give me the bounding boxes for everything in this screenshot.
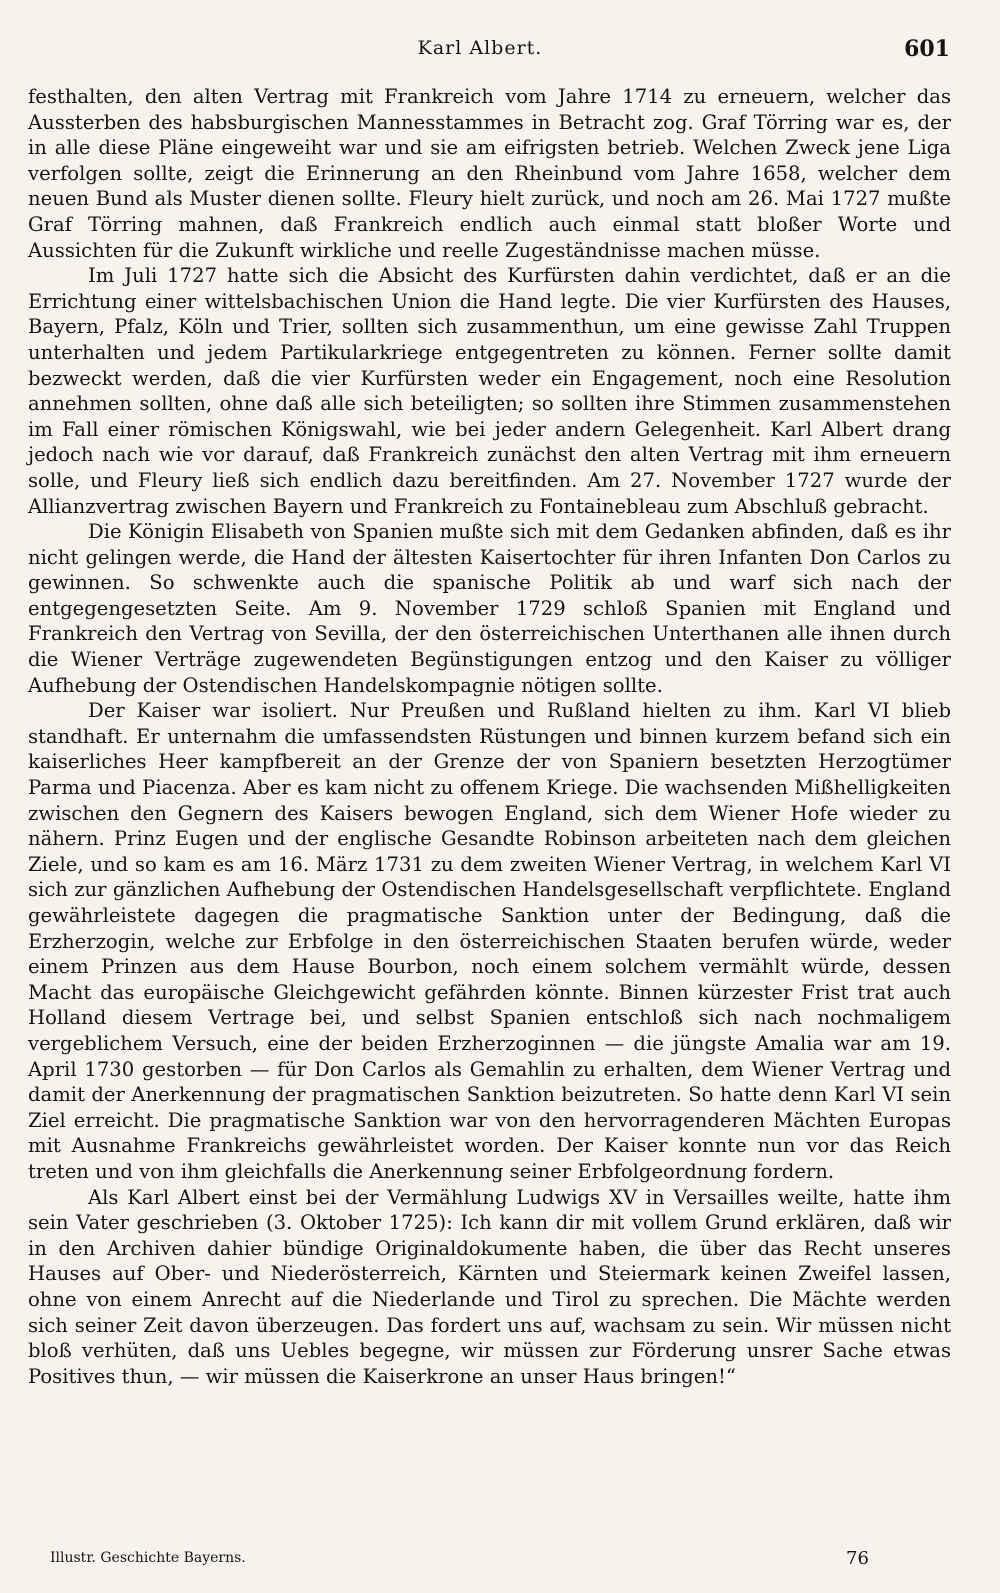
paragraph-4: Der Kaiser war isoliert. Nur Preußen und Rußland hielten zu ihm. Karl VI blieb standhaft. Er unternahm die umfassendsten Rüstungen und binnen kurzem befand sich ein kaiserliches Heer kampfbereit an der Grenze der von Spaniern besetzten Herzogtümer Parma und Piacenza. Aber es kam nicht zu offenem Kriege. Die wachsenden Mißhelligkeiten zwischen den Gegnern des Kaisers bewogen England, sich dem Wiener Hofe wieder zu nähern. Prinz Eugen und der englische Gesandte Robinson arbeiteten nach dem gleichen Ziele, und so kam es am 16. März 1731 zu dem zweiten Wiener Vertrag, in welchem Karl VI sich zur gänzlichen Aufhebung der Ostendischen Handelsgesellschaft verpflichtete. England gewährleistete dagegen die pragmatische Sanktion unter der Bedingung, daß die Erzherzogin, welche zur Erbfolge in den österreichischen Staaten berufen würde, weder einem Prinzen aus dem Hause Bourbon, noch einem solchem vermählt würde, dessen Macht das europäische Gleichgewicht gefährden könnte. Binnen kürzester Frist trat auch Holland diesem Vertrage bei, und selbst Spanien entschloß sich nach nochmaligem vergeblichem Versuch, eine der beiden Erzherzoginnen — die jüngste Amalia war am 19. April 1730 gestorben — für Don Carlos als Gemahlin zu erhalten, dem Wiener Vertrag und damit der Anerkennung der pragmatischen Sanktion beizutreten. So hatte denn Karl VI sein Ziel erreicht. Die pragmatische Sanktion war von den hervorragenderen Mächten Europas mit Ausnahme Frankreichs gewährleistet worden. Der Kaiser konnte nun vor das Reich treten und von ihm gleichfalls die Anerkennung seiner Erbfolgeordnung fordern. <box>28 699 951 1183</box>
running-title: Karl Albert. <box>417 37 543 59</box>
paragraph-1: festhalten, den alten Vertrag mit Frankreich vom Jahre 1714 zu erneuern, welcher das Aussterben des habsburgischen Mannesstammes in Betracht zog. Graf Törring war es, der in alle diese Pläne eingeweiht war und sie am eifrigsten betrieb. Welchen Zweck jene Liga verfolgen sollte, zeigt die Erinnerung an den Rheinbund vom Jahre 1658, welcher dem neuen Bund als Muster dienen sollte. Fleury hielt zurück, und noch am 26. Mai 1727 mußte Graf Törring mahnen, daß Frankreich endlich auch einmal statt bloßer Worte und Aussichten für die Zukunft wirkliche und reelle Zugeständnisse machen müsse. <box>28 85 951 262</box>
body-text <box>28 84 951 1389</box>
paragraph-3: Die Königin Elisabeth von Spanien mußte sich mit dem Gedanken abfinden, daß es ihr nicht gelingen werde, die Hand der ältesten Kaisertochter für ihren Infanten Don Carlos zu gewinnen. So schwenkte auch die spanische Politik ab und warf sich nach der entgegengesetzten Seite. Am 9. November 1729 schloß Spanien mit England und Frankreich den Vertrag von Sevilla, der den österreichischen Unterthanen alle ihnen durch die Wiener Verträge zugewendeten Begünstigungen entzog und den Kaiser zu völliger Aufhebung der Ostendischen Handelskompagnie nötigen sollte. <box>28 520 951 697</box>
running-header <box>0 34 1000 64</box>
page-number: 601 <box>904 36 950 62</box>
paragraph-2: Im Juli 1727 hatte sich die Absicht des Kurfürsten dahin verdichtet, daß er an die Errichtung einer wittelsbachischen Union die Hand legte. Die vier Kurfürsten des Hauses, Bayern, Pfalz, Köln und Trier, sollten sich zusammenthun, um eine gewisse Zahl Truppen unterhalten und jedem Partikularkriege entgegentreten zu können. Ferner sollte damit bezweckt werden, daß die vier Kurfürsten weder ein Engagement, noch eine Resolution annehmen sollten, ohne daß alle sich beteiligten; so sollten ihre Stimmen zusammenstehen im Fall einer römischen Königswahl, wie bei jeder andern Gelegenheit. Karl Albert drang jedoch nach wie vor darauf, daß Frankreich zunächst den alten Vertrag mit ihm erneuern solle, und Fleury ließ sich endlich dazu bereitfinden. Am 27. November 1727 wurde der Allianzvertrag zwischen Bayern und Frankreich zu Fontainebleau zum Abschluß gebracht. <box>28 264 951 518</box>
page-footer <box>0 1548 1000 1574</box>
signature-mark: Illustr. Geschichte Bayerns. <box>50 1550 246 1566</box>
paragraph-5: Als Karl Albert einst bei der Vermählung Ludwigs XV in Versailles weilte, hatte ihm sein Vater geschrieben (3. Oktober 1725): Ich kann dir mit vollem Grund erklären, daß wir in den Archiven dahier bündige Originaldokumente haben, die über das Recht unseres Hauses auf Ober- und Niederösterreich, Kärnten und Steiermark keinen Zweifel lassen, ohne von einem Anrecht auf die Niederlande und Tirol zu sprechen. Die Mächte werden sich seiner Zeit davon überzeugen. Das fordert uns auf, wachsam zu sein. Wir müssen nicht bloß verhüten, daß uns Uebles begegne, wir müssen zur Förderung unsrer Sache etwas Positives thun, — wir müssen die Kaiserkrone an unser Haus bringen!“ <box>28 1185 951 1388</box>
sheet-number: 76 <box>846 1548 869 1569</box>
